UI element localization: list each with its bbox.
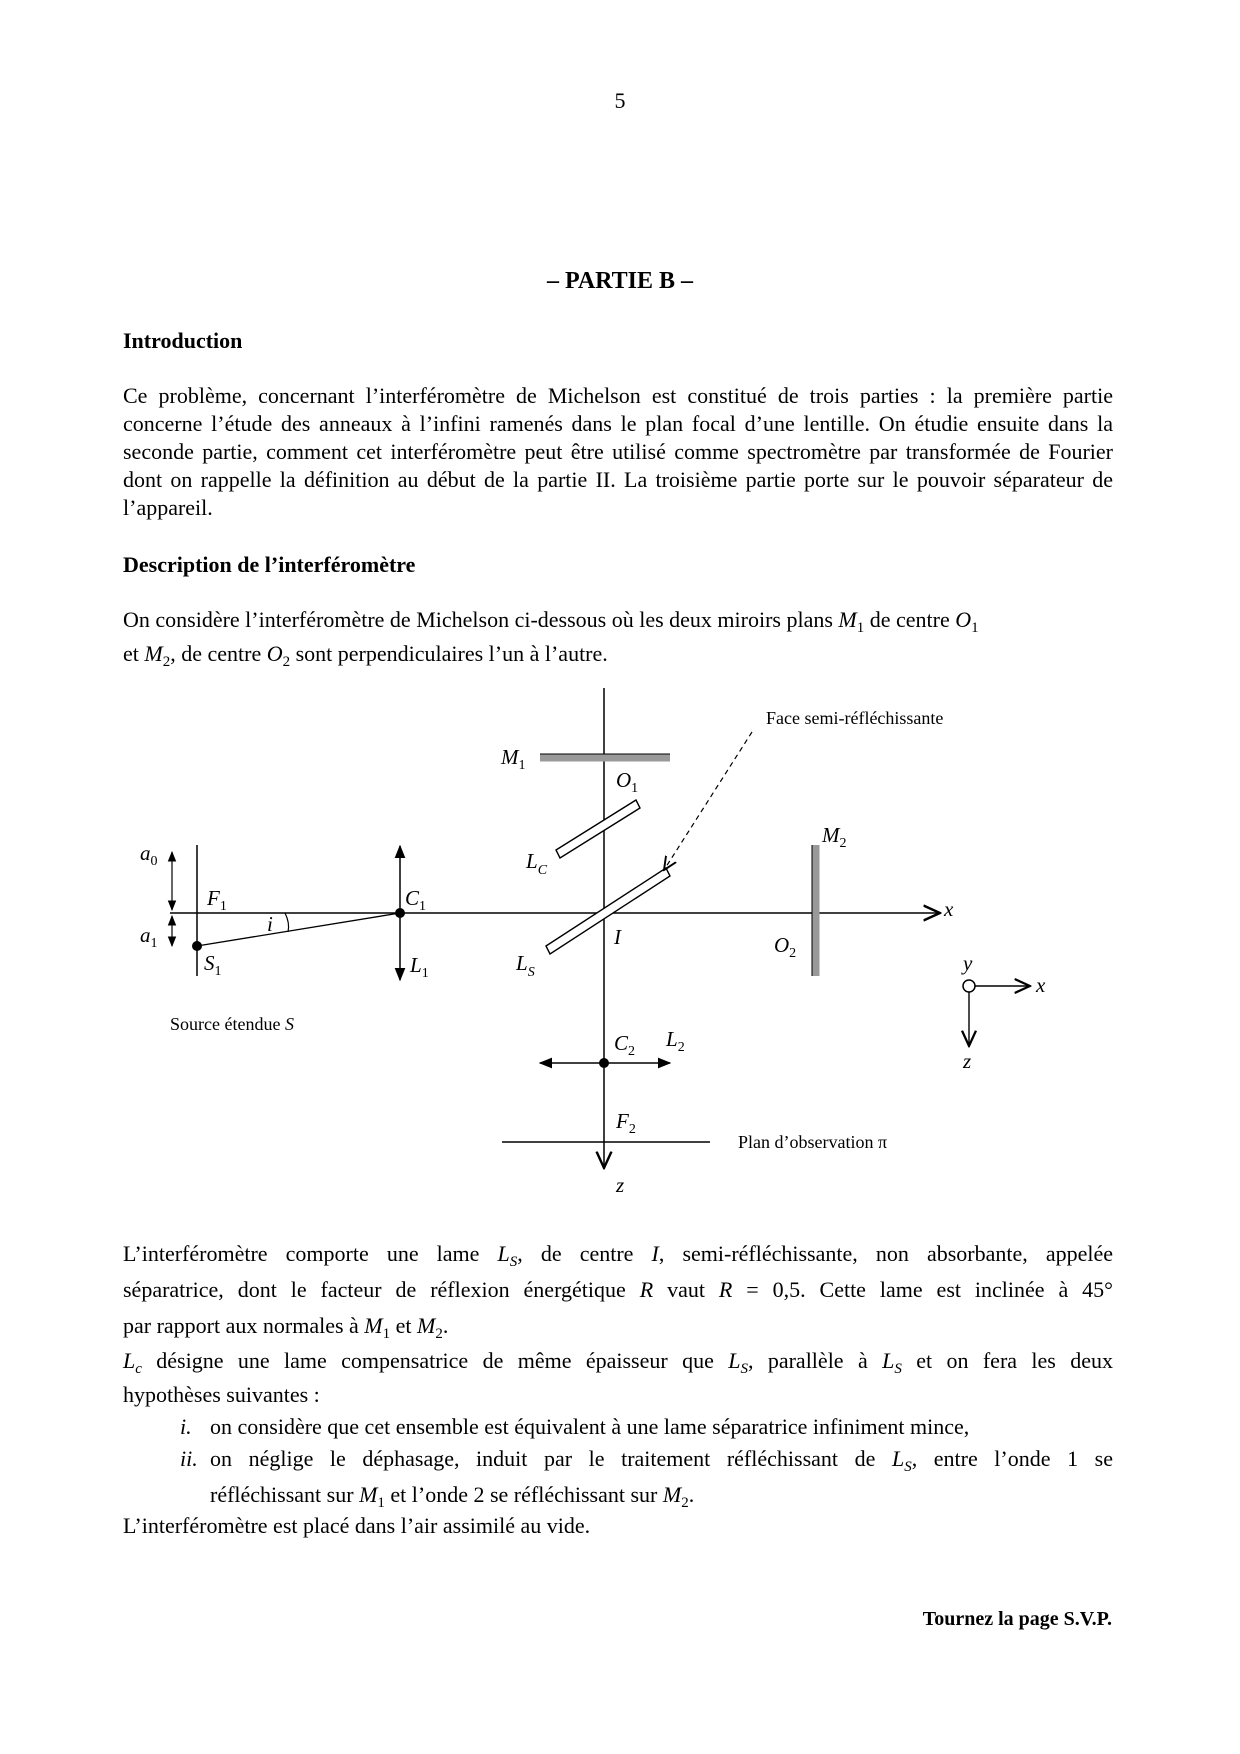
label-face: Face semi-réfléchissante (766, 708, 944, 728)
hypothesis-2-cont: réfléchissant sur $M_1$ et l’onde 2 se réfléchissant sur $M_2$. (210, 1482, 695, 1511)
description-heading: Description de l’interféromètre (123, 552, 416, 577)
plate-lc (556, 800, 640, 858)
label-z-axis: z (616, 1173, 625, 1197)
label-a1: $a_1$ (140, 923, 158, 951)
label-m2: $M_2$ (822, 823, 847, 851)
michelson-diagram (140, 680, 1080, 1200)
y-axis-origin-icon (963, 980, 975, 992)
label-c2: $C_2$ (614, 1031, 636, 1059)
label-m1: $M_1$ (501, 745, 526, 773)
angle-i-arc (285, 913, 289, 932)
label-I: I (614, 925, 621, 949)
ray-s1-c1 (197, 913, 400, 946)
label-legend-x: x (1036, 973, 1046, 997)
body-line-1: L’interféromètre comporte une lame $L_S$, de centre I, semi-réfléchissante, non absorbante, appelée (123, 1241, 1113, 1270)
label-l1: $L_1$ (410, 953, 429, 981)
label-o2: $O_2$ (774, 933, 797, 961)
point-s1 (192, 941, 202, 951)
description-line-1: On considère l’interféromètre de Michelson ci-dessous où les deux miroirs plans $M_1$ de centre $O_1$ (123, 607, 979, 636)
body-last-line: L’interféromètre est placé dans l’air assimilé au vide. (123, 1513, 591, 1538)
label-ls: $L_S$ (516, 951, 535, 980)
label-l2: $L_2$ (666, 1027, 685, 1055)
body-line-4: $L_c$ désigne une lame compensatrice de même épaisseur que $L_S$, parallèle à $L_S$ et on fera les deux (123, 1348, 1113, 1377)
intro-paragraph: Ce problème, concernant l’interféromètre de Michelson est constitué de trois parties : la première partie concerne l’étude des anneaux à l’infini ramenés dans le plan focal d’une lentille. On étudie ensuite dans la seconde partie, comment cet interféromètre peut être utilisé comme spectromètre par transformée de Fourier dont on rappelle la définition au début de la partie II. La troisième partie porte sur le pouvoir séparateur de l’appareil. (123, 383, 1113, 520)
label-s1: $S_1$ (204, 951, 222, 979)
label-i: i (267, 912, 273, 936)
label-plan: Plan d’observation π (738, 1132, 888, 1152)
body-line-5: hypothèses suivantes : (123, 1382, 320, 1407)
body-line-2: séparatrice, dont le facteur de réflexion énergétique R vaut R = 0,5. Cette lame est inclinée à 45° (123, 1277, 1113, 1302)
label-legend-y: y (963, 951, 973, 975)
face-leader (664, 732, 752, 870)
hypothesis-2: ii. on néglige le déphasage, induit par le traitement réfléchissant de $L_S$, entre l’onde 1 se (180, 1446, 1113, 1475)
intro-heading: Introduction (123, 328, 243, 353)
hypothesis-1: i. on considère que cet ensemble est équivalent à une lame séparatrice infiniment mince, (180, 1414, 970, 1439)
label-o1: $O_1$ (616, 768, 639, 796)
label-source: Source étendue S (170, 1014, 294, 1034)
point-c2 (599, 1058, 609, 1068)
footer-turn-page: Tournez la page S.V.P. (922, 1608, 1112, 1630)
description-line-2: et $M_2$, de centre $O_2$ sont perpendiculaires l’un à l’autre. (123, 641, 608, 670)
label-f1: $F_1$ (207, 886, 227, 914)
label-a0: $a_0$ (140, 841, 158, 869)
label-x-axis: x (944, 897, 954, 921)
label-legend-z: z (963, 1049, 972, 1073)
label-f2: $F_2$ (616, 1109, 636, 1137)
body-line-3: par rapport aux normales à $M_1$ et $M_2$. (123, 1313, 449, 1342)
part-title: – PARTIE B – (546, 268, 694, 294)
label-lc: $L_C$ (526, 849, 548, 878)
plate-ls (546, 868, 670, 954)
page-number: 5 (614, 88, 626, 113)
label-c1: $C_1$ (405, 886, 427, 914)
